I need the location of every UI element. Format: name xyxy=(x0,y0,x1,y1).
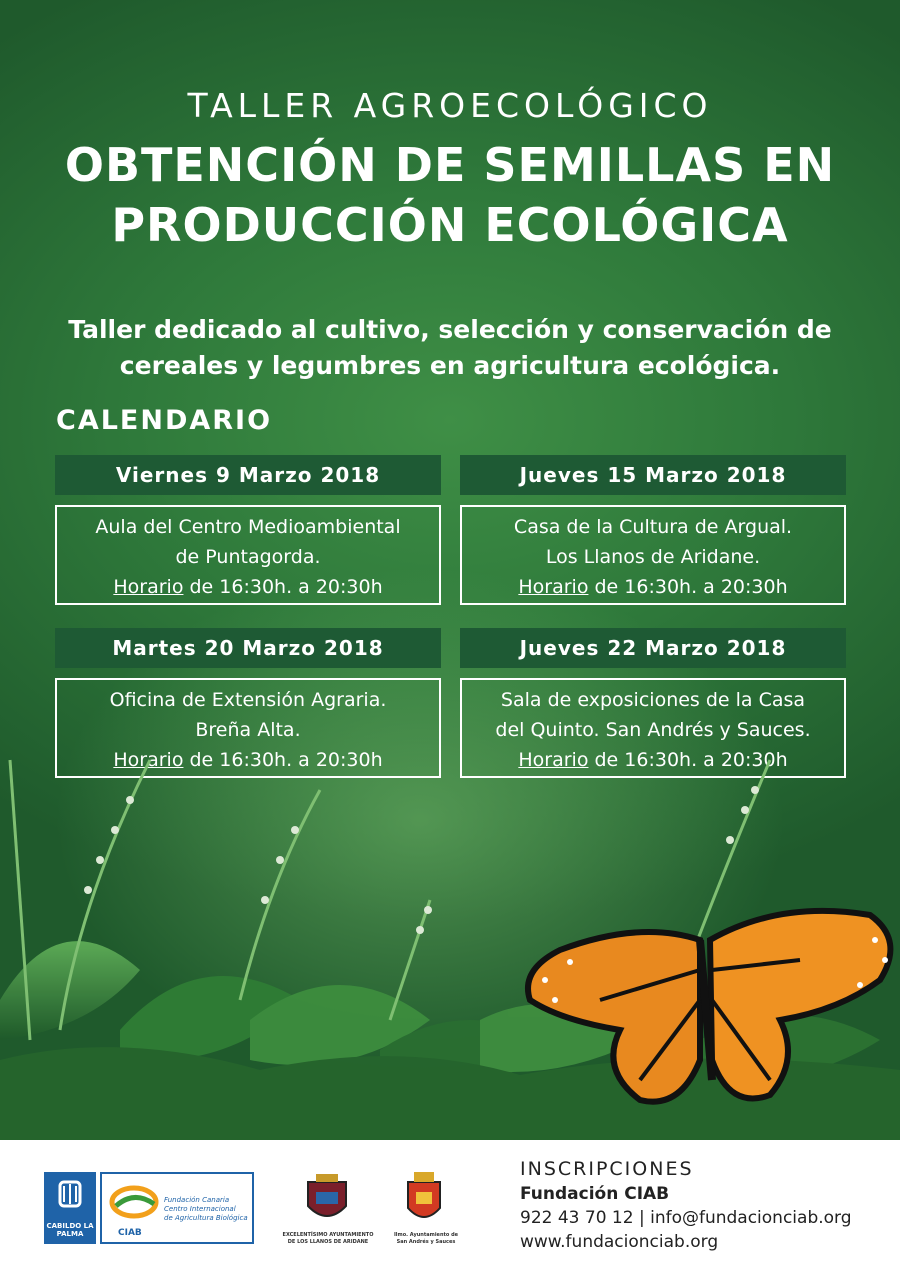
calendar-heading: CALENDARIO xyxy=(56,405,273,436)
session-venue-line2: de Puntagorda. xyxy=(175,546,321,568)
overline: TALLER AGROECOLÓGICO xyxy=(187,86,713,125)
registration-organization: Fundación CIAB xyxy=(520,1184,670,1204)
schedule-time: de 16:30h. a 20:30h xyxy=(588,749,788,771)
description xyxy=(0,312,900,384)
session-date: Jueves 15 Marzo 2018 xyxy=(460,455,846,495)
session-venue-line2: Breña Alta. xyxy=(195,719,301,741)
registration-website-link[interactable]: www.fundacionciab.org xyxy=(520,1232,719,1252)
ciab-emblem-icon xyxy=(106,1178,166,1228)
schedule-time: de 16:30h. a 20:30h xyxy=(183,576,383,598)
ciab-short: CIAB xyxy=(118,1228,142,1238)
llanos-crest-icon xyxy=(298,1170,356,1228)
session-venue-line1: Aula del Centro Medioambiental xyxy=(95,516,401,538)
session-date: Viernes 9 Marzo 2018 xyxy=(55,455,441,495)
session-venue-line2: Los Llanos de Aridane. xyxy=(545,546,761,568)
ciab-name xyxy=(164,1196,248,1223)
cabildo-emblem-icon xyxy=(44,1172,96,1220)
footer xyxy=(0,1140,900,1274)
session-schedule xyxy=(57,572,439,602)
page-title-line2: PRODUCCIÓN ECOLÓGICA xyxy=(111,198,789,252)
description-line1: Taller dedicado al cultivo, selección y conservación de xyxy=(68,315,832,344)
sauces-label-line1: Ilmo. Ayuntamiento de xyxy=(393,1232,459,1238)
schedule-label: Horario xyxy=(113,749,184,771)
llanos-label xyxy=(278,1232,378,1246)
ciab-name-line2: Centro Internacional xyxy=(164,1205,236,1213)
session-date: Jueves 22 Marzo 2018 xyxy=(460,628,846,668)
session-venue-line1: Oficina de Extensión Agraria. xyxy=(109,689,387,711)
schedule-label: Horario xyxy=(113,576,184,598)
registration-info xyxy=(520,1158,852,1252)
ciab-logo xyxy=(100,1172,254,1244)
sauces-label-line2: San Andrés y Sauces xyxy=(396,1239,456,1245)
session-venue-line2: del Quinto. San Andrés y Sauces. xyxy=(495,719,811,741)
session-venue-line1: Casa de la Cultura de Argual. xyxy=(513,516,793,538)
registration-contact[interactable]: 922 43 70 12 | info@fundacionciab.org xyxy=(520,1208,852,1228)
llanos-label-line2: DE LOS LLANOS DE ARIDANE xyxy=(287,1239,369,1245)
page-title-line1: OBTENCIÓN DE SEMILLAS EN xyxy=(64,138,836,192)
schedule-label: Horario xyxy=(518,576,589,598)
session-venue-line1: Sala de exposiciones de la Casa xyxy=(500,689,806,711)
schedule-time: de 16:30h. a 20:30h xyxy=(183,749,383,771)
sauces-label xyxy=(386,1232,466,1246)
session-details xyxy=(460,505,846,605)
schedule-label: Horario xyxy=(518,749,589,771)
llanos-label-line1: EXCELENTÍSIMO AYUNTAMIENTO xyxy=(282,1232,374,1238)
ciab-name-line3: de Agricultura Biológica xyxy=(164,1214,248,1222)
plants-and-butterfly-illustration xyxy=(0,700,900,1140)
description-line2: cereales y legumbres en agricultura ecológica. xyxy=(119,351,781,380)
sauces-crest-icon xyxy=(404,1170,444,1228)
schedule-time: de 16:30h. a 20:30h xyxy=(588,576,788,598)
session-schedule xyxy=(462,572,844,602)
registration-title: INSCRIPCIONES xyxy=(520,1158,694,1180)
session-card xyxy=(55,455,441,605)
session-card xyxy=(460,455,846,605)
cabildo-logo xyxy=(44,1172,96,1244)
session-date: Martes 20 Marzo 2018 xyxy=(55,628,441,668)
flower-buds xyxy=(84,786,759,934)
session-details xyxy=(55,505,441,605)
cabildo-label: CABILDO LA PALMA xyxy=(46,1222,94,1238)
ciab-name-line1: Fundación Canaria xyxy=(164,1196,230,1204)
